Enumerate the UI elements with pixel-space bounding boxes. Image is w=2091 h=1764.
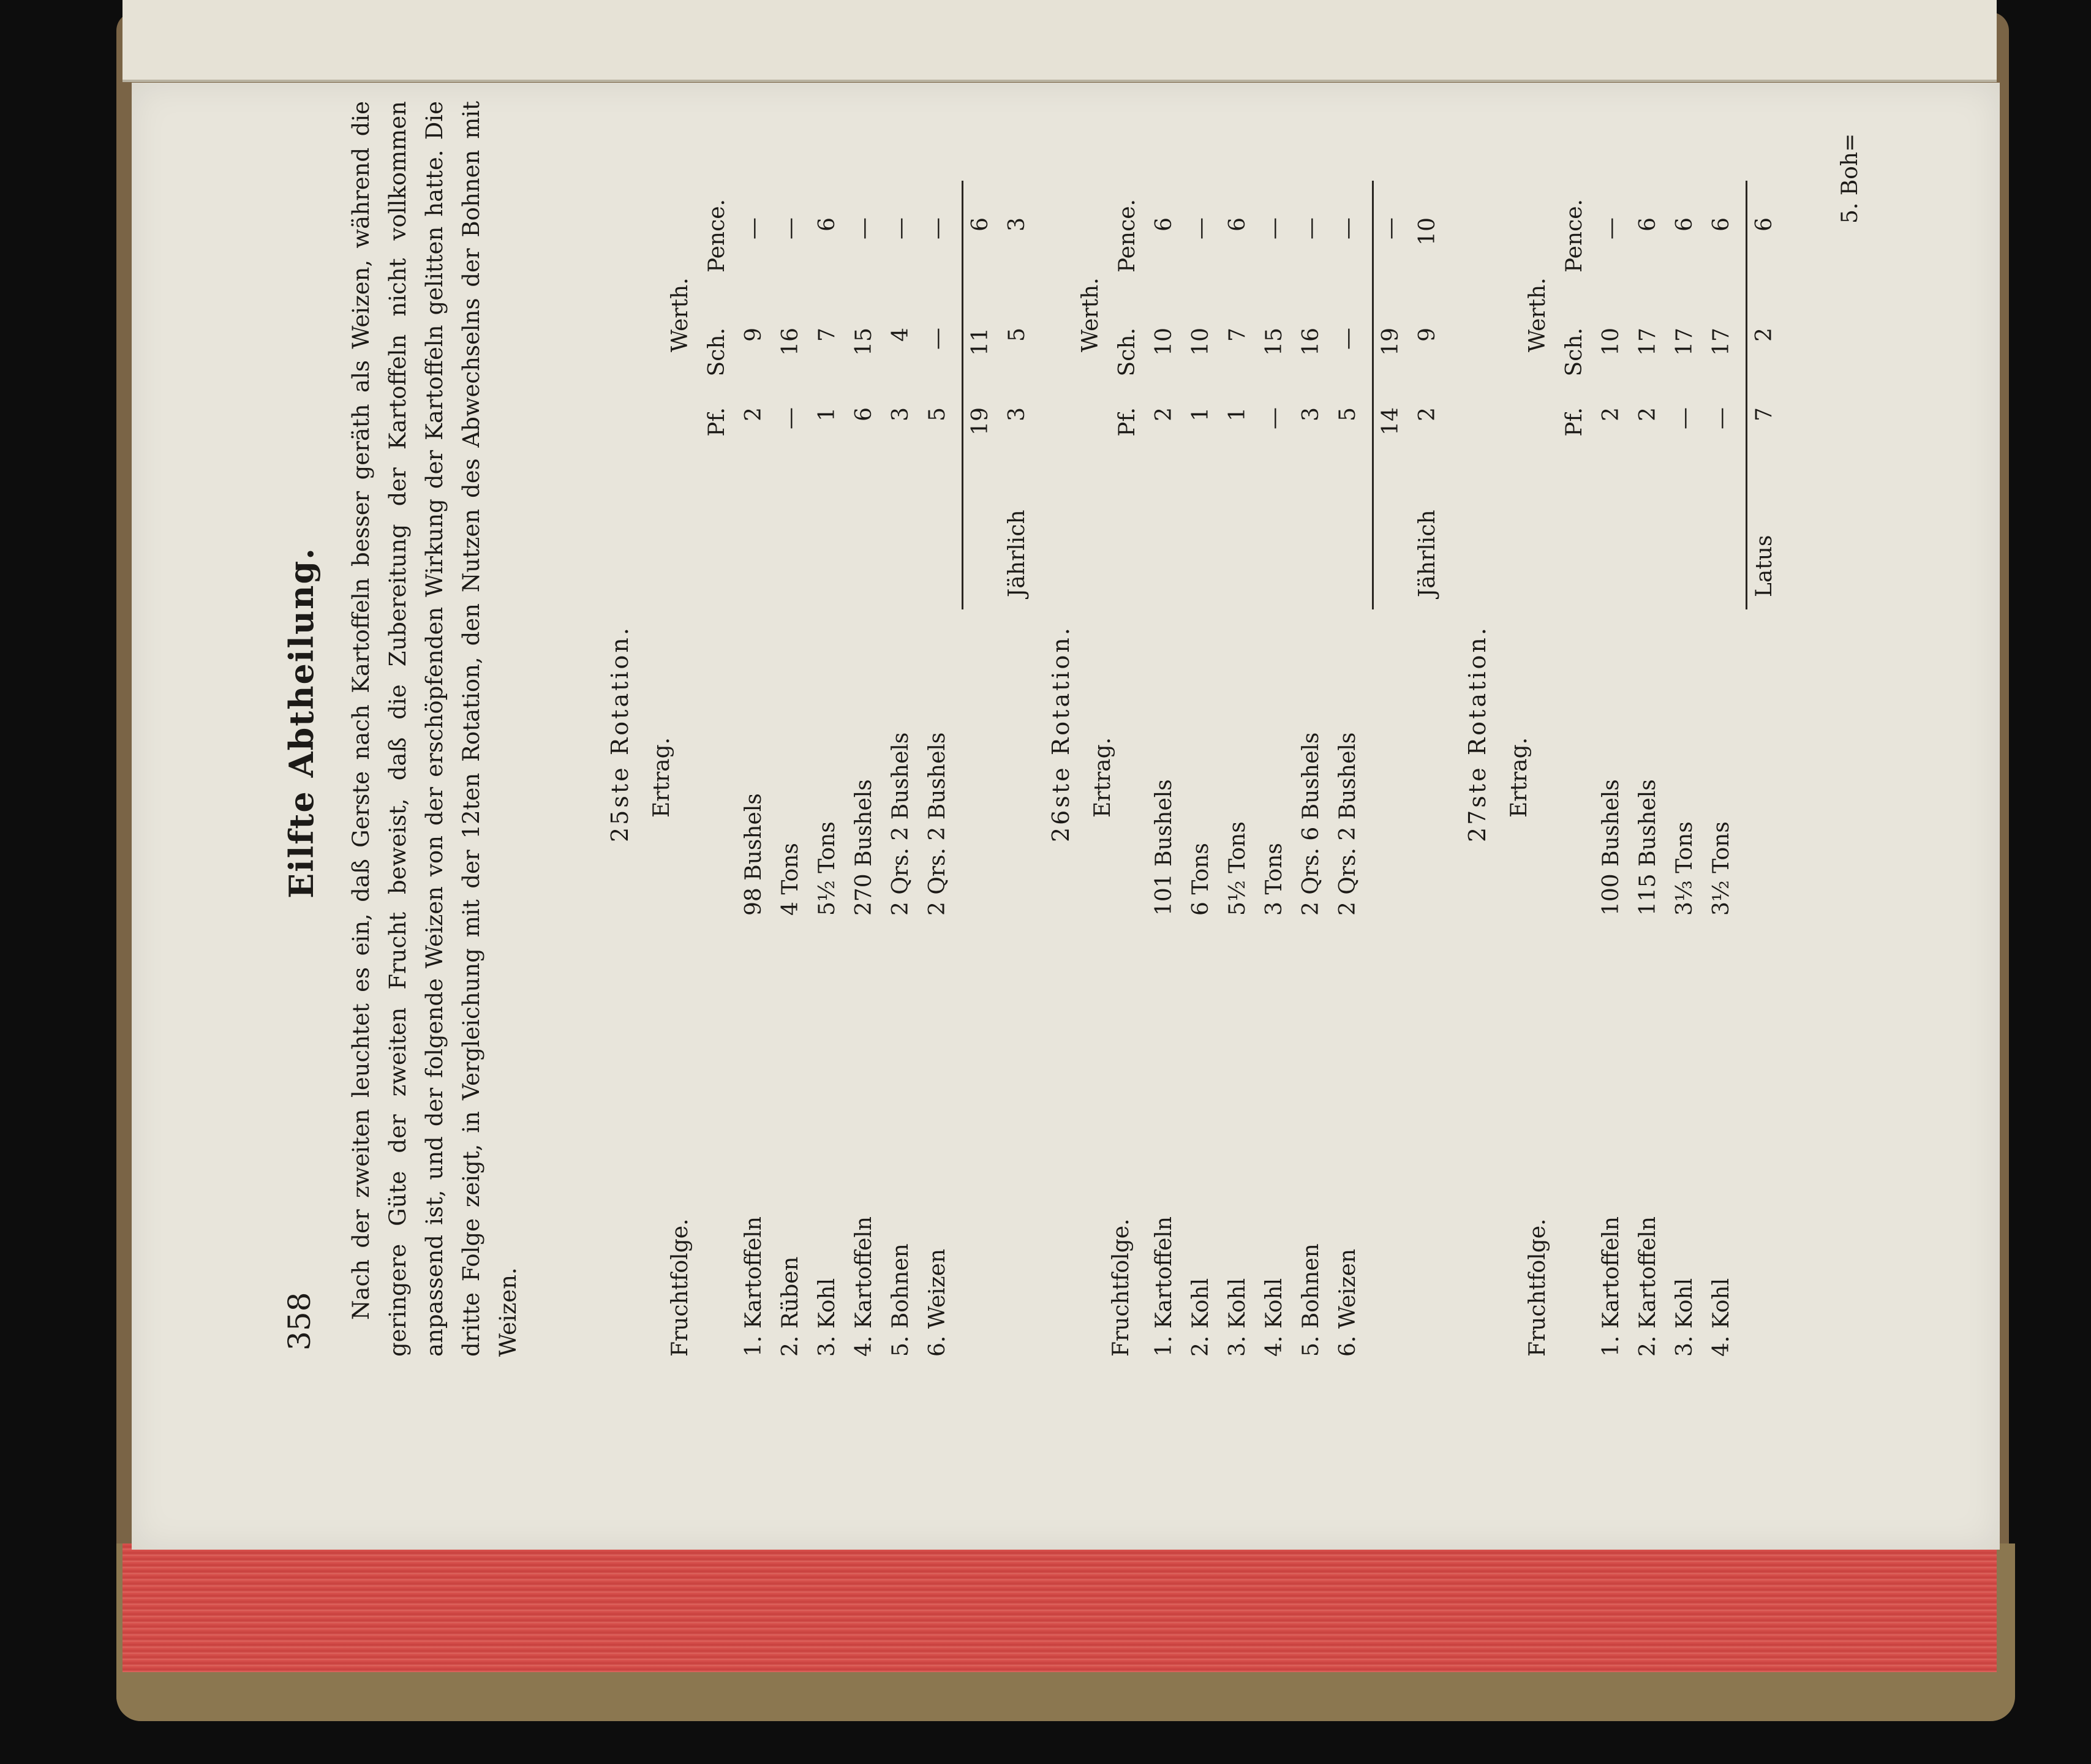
crop: 5. Bohnen [888, 1243, 913, 1357]
table-row [778, 89, 815, 1357]
table-row [925, 89, 962, 1357]
sch: 17 [1709, 328, 1734, 356]
sch-header: Sch. [704, 328, 729, 377]
yearly-pence: 3 [1004, 217, 1030, 232]
yield: 2 Qrs. 2 Bushels [1335, 732, 1360, 916]
fruchtfolge-header: Fruchtfolge. [668, 1218, 693, 1357]
latus-sch: 2 [1752, 328, 1777, 342]
werth-header: Werth. [1525, 277, 1550, 352]
sum-rule [1746, 181, 1747, 609]
crop: 3. Kohl [815, 1278, 840, 1357]
pf: 2 [1151, 407, 1177, 421]
pf: 5 [925, 407, 950, 421]
pf: 3 [1298, 407, 1324, 421]
pf: 2 [1599, 407, 1624, 421]
pence: — [741, 217, 766, 239]
sch: 15 [1262, 328, 1287, 356]
table-row [1599, 89, 1635, 1357]
yearly-row [1004, 89, 1041, 1357]
unit-header-row [704, 89, 741, 1357]
page-header [282, 70, 337, 1375]
crop: 4. Kohl [1709, 1278, 1734, 1357]
yearly-pence: 10 [1415, 217, 1440, 246]
yield: 3½ Tons [1709, 821, 1734, 916]
facing-page-edge [122, 0, 1997, 82]
werth-header: Werth. [668, 277, 693, 352]
yield: 2 Qrs. 2 Bushels [925, 732, 950, 916]
pf: 2 [1635, 407, 1660, 421]
pence: 6 [1635, 217, 1660, 232]
total-row [1378, 89, 1415, 1357]
rotation-title: 27ste Rotation. [1464, 625, 1491, 842]
unit-header-row [1562, 89, 1599, 1357]
pf: 1 [815, 407, 840, 421]
crop: 2. Kohl [1188, 1278, 1213, 1357]
yield: 101 Bushels [1151, 779, 1177, 916]
pf: 5 [1335, 407, 1360, 421]
yield: 115 Bushels [1635, 779, 1660, 916]
yield: 5½ Tons [815, 821, 840, 916]
sch: 16 [778, 328, 803, 356]
pence: — [1335, 217, 1360, 239]
table-row [1225, 89, 1262, 1357]
crop: 1. Kartoffeln [1599, 1216, 1624, 1357]
section-title: Eilfte Abtheilung. [282, 547, 321, 899]
table-row [1151, 89, 1188, 1357]
table-row [888, 89, 925, 1357]
ertrag-header: Ertrag. [1090, 737, 1115, 818]
catchword: 5. Boh= [1837, 133, 1863, 224]
sch: 15 [851, 328, 876, 356]
crop: 3. Kohl [1225, 1278, 1250, 1357]
sch: 17 [1672, 328, 1697, 356]
pence-header: Pence. [704, 198, 729, 273]
pence: 6 [815, 217, 840, 232]
werth-header: Werth. [1078, 277, 1103, 352]
pf: 1 [1225, 407, 1250, 421]
crop: 6. Weizen [925, 1248, 950, 1357]
yield: 270 Bushels [851, 779, 876, 916]
total-row [968, 89, 1004, 1357]
pence: — [778, 217, 803, 239]
yield: 2 Qrs. 6 Bushels [1298, 732, 1324, 916]
sch: 10 [1151, 328, 1177, 356]
table-row [1635, 89, 1672, 1357]
sch: 10 [1599, 328, 1624, 356]
total-sch: 19 [1378, 328, 1403, 356]
table-row [1262, 89, 1298, 1357]
yearly-row [1415, 89, 1452, 1357]
sch: 4 [888, 328, 913, 342]
pence: 6 [1225, 217, 1250, 232]
pence: — [1298, 217, 1324, 239]
latus-pf: 7 [1752, 407, 1777, 421]
sch: — [1335, 328, 1360, 350]
pence: — [851, 217, 876, 239]
crop: 5. Bohnen [1298, 1243, 1324, 1357]
sum-rule [962, 181, 963, 609]
page-number: 358 [282, 1292, 317, 1351]
yield: 98 Bushels [741, 793, 766, 916]
sch: 17 [1635, 328, 1660, 356]
total-pf: 14 [1378, 407, 1403, 435]
sch: 10 [1188, 328, 1213, 356]
ertrag-header: Ertrag. [1507, 737, 1532, 818]
crop: 1. Kartoffeln [741, 1216, 766, 1357]
pf-header: Pf. [1562, 407, 1587, 437]
table-row [1672, 89, 1709, 1357]
table-row [1709, 89, 1746, 1357]
pf: 2 [741, 407, 766, 421]
table-row [815, 89, 851, 1357]
yearly-label: Jährlich [1415, 510, 1440, 597]
yield: 3 Tons [1262, 843, 1287, 916]
crop: 4. Kohl [1262, 1278, 1287, 1357]
sch: 9 [741, 328, 766, 342]
pence: 6 [1709, 217, 1734, 232]
pence: — [888, 217, 913, 239]
pf: — [1262, 407, 1287, 429]
table-row [1335, 89, 1372, 1357]
yield: 6 Tons [1188, 843, 1213, 916]
sch: 16 [1298, 328, 1324, 356]
intro-text: Nach der zweiten leuchtet es ein, daß Gerste nach Kartoffeln besser geräth als Weizen, während die geringere Güte der zweiten Frucht beweist, daß die Zubereitung der Kartoffeln nicht vollkommen anpassend ist, und der folgende Weizen von der erschöpfenden Wirkung der Kartoffeln gelitten hatte. Die dritte Folge zeigt, in Vergleichung mit der 12ten Rotation, den Nutzen des Abwechselns der Bohnen mit Weizen. [348, 101, 521, 1357]
yield: 4 Tons [778, 843, 803, 916]
pence: — [1599, 217, 1624, 239]
yield: 3⅓ Tons [1672, 821, 1697, 916]
latus-row [1752, 89, 1788, 1357]
pence-header: Pence. [1115, 198, 1140, 273]
yearly-pf: 3 [1004, 407, 1030, 421]
table-row [1188, 89, 1225, 1357]
pence: — [925, 217, 950, 239]
yearly-pf: 2 [1415, 407, 1440, 421]
sch: — [925, 328, 950, 350]
sum-rule [1372, 181, 1374, 609]
total-pf: 19 [968, 407, 993, 435]
pf: 3 [888, 407, 913, 421]
yield: 2 Qrs. 2 Bushels [888, 732, 913, 916]
total-pence: — [1378, 217, 1403, 239]
pf-header: Pf. [1115, 407, 1140, 437]
crop: 6. Weizen [1335, 1248, 1360, 1357]
yearly-sch: 9 [1415, 328, 1440, 342]
rotation-title: 25ste Rotation. [606, 625, 633, 842]
pence: — [1188, 217, 1213, 239]
latus-pence: 6 [1752, 217, 1777, 232]
pf: 1 [1188, 407, 1213, 421]
sch-header: Sch. [1115, 328, 1140, 377]
crop: 1. Kartoffeln [1151, 1216, 1177, 1357]
yield: 5½ Tons [1225, 821, 1250, 916]
latus-label: Latus [1752, 535, 1777, 597]
total-sch: 11 [968, 328, 993, 356]
sch: 7 [815, 328, 840, 342]
pence: 6 [1151, 217, 1177, 232]
yearly-label: Jährlich [1004, 510, 1030, 597]
total-pence: 6 [968, 217, 993, 232]
pf-header: Pf. [704, 407, 729, 437]
fruchtfolge-header: Fruchtfolge. [1109, 1218, 1134, 1357]
red-page-edges [122, 1544, 1997, 1672]
page-content [282, 70, 1874, 1375]
yield: 100 Bushels [1599, 779, 1624, 916]
crop: 3. Kohl [1672, 1278, 1697, 1357]
crop: 4. Kartoffeln [851, 1216, 876, 1357]
intro-paragraph [343, 101, 527, 1357]
yearly-sch: 5 [1004, 328, 1030, 342]
pf: — [1709, 407, 1734, 429]
crop: 2. Kartoffeln [1635, 1216, 1660, 1357]
table-row [851, 89, 888, 1357]
sch: 7 [1225, 328, 1250, 342]
pf: 6 [851, 407, 876, 421]
pf: — [1672, 407, 1697, 429]
pence: — [1262, 217, 1287, 239]
rotation-title: 26ste Rotation. [1047, 625, 1074, 842]
pence: 6 [1672, 217, 1697, 232]
pence-header: Pence. [1562, 198, 1587, 273]
unit-header-row [1115, 89, 1151, 1357]
ertrag-header: Ertrag. [649, 737, 674, 818]
fruchtfolge-header: Fruchtfolge. [1525, 1218, 1550, 1357]
table-row [1298, 89, 1335, 1357]
crop: 2. Rüben [778, 1256, 803, 1357]
sch-header: Sch. [1562, 328, 1587, 377]
table-row [741, 89, 778, 1357]
pf: — [778, 407, 803, 429]
